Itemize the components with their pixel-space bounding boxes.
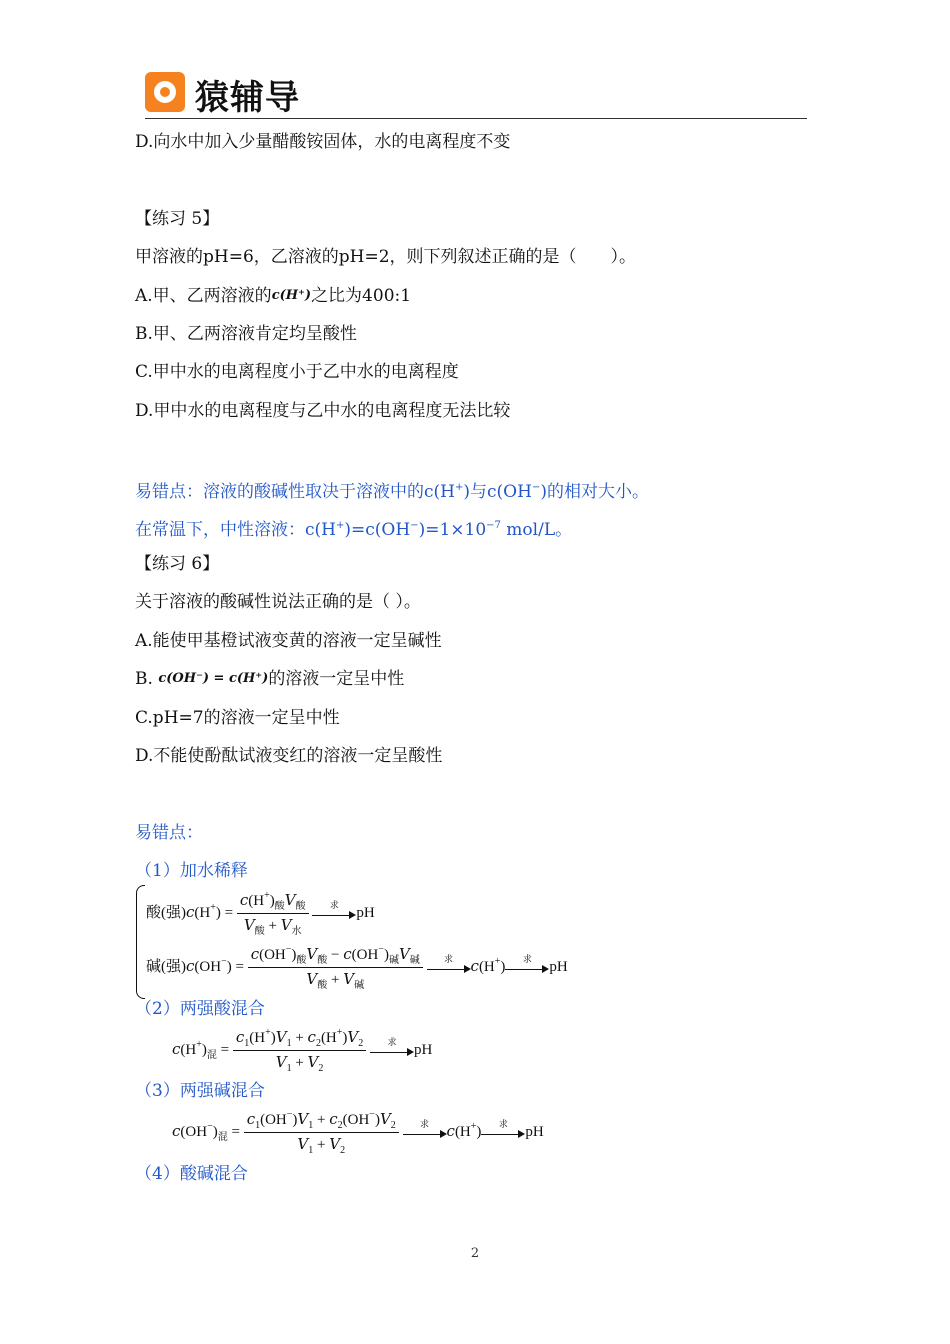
ph-label: pH [356,904,375,921]
note-text: )=c(OH [344,520,411,540]
arrow-icon: 求 [481,1126,525,1140]
plus-sup: + [335,520,345,531]
practice-5-option-a [135,284,411,308]
practice-5-option-d: D.甲中水的电离程度与乙中水的电离程度无法比较 [135,401,511,421]
plus-sup: + [454,482,464,493]
option-text: A.甲、乙两溶液的 [135,286,272,306]
formula-acid-dilution: 酸(强)c(H+) = $\frac{c(H^+)_酸V_酸}{V_酸 + V_水}$ 求 pH [146,890,375,937]
section-strong-acids: （2）两强酸混合 [135,999,265,1019]
practice-6-option-a: A.能使甲基橙试液变黄的溶液一定呈碱性 [135,631,442,651]
note-text: )的相对大小。 [540,482,649,502]
error-note-3: 易错点： [135,823,203,843]
ph-label: pH [549,958,568,975]
yuanfudao-logo-icon [145,72,185,112]
logo-text: 猿辅导 [195,78,300,118]
arrow-icon: 求 [403,1126,447,1140]
fraction: $\frac{c(OH^-)_酸V_酸 - c(OH^-)_碱V_碱}{V_酸 + V_碱}$ [248,944,423,991]
practice-6-title: 【练习 6】 [135,554,220,574]
practice-6-question: 关于溶液的酸碱性说法正确的是（ ）。 [135,592,421,612]
exponent: −7 [486,520,501,531]
arrow-icon: 求 [505,961,549,975]
section-acid-base: （4）酸碱混合 [135,1164,248,1184]
formula-base-mix: $c(OH^-)_混$ = $\frac{c_1(OH^-)V_1 + c_2(OH^-)V_2}{V_1 + V_2}$ 求 c(H+) 求 pH [172,1109,544,1156]
math-expression: c(OH⁻) = c(H⁺) [158,671,269,686]
formula-acid-mix: $c(H^+)_混$ = $\frac{c_1(H^+)V_1 + c_2(H^+)V_2}{V_1 + V_2}$ 求 pH [172,1027,433,1074]
arrow-icon: 求 [427,961,471,975]
ph-label: pH [414,1041,433,1058]
minus-sup: − [531,482,541,493]
arrow-icon: 求 [312,907,356,921]
page-header [145,68,807,119]
formula-base-dilution: 碱(强)c(OH−) = $\frac{c(OH^-)_酸V_酸 - c(OH^-)_碱V_碱}{V_酸 + V_碱}$ 求 c(H+) 求 pH [146,944,568,991]
left-brace [136,885,145,999]
note-text: )=1×10 [418,520,487,540]
formula-label: 酸(强) [146,904,186,921]
section-strong-bases: （3）两强碱混合 [135,1081,265,1101]
practice-5-title: 【练习 5】 [135,209,220,229]
practice-6-option-c: C.pH=7的溶液一定呈中性 [135,708,340,728]
practice-6-option-b [135,667,404,691]
ph-label: pH [525,1123,544,1140]
practice-6-option-d: D.不能使酚酞试液变红的溶液一定呈酸性 [135,746,443,766]
section-dilution: （1）加水稀释 [135,861,248,881]
note-text: )与c(OH [463,482,532,502]
practice-5-option-b: B.甲、乙两溶液肯定均呈酸性 [135,324,357,344]
fraction: $\frac{c_1(H^+)V_1 + c_2(H^+)V_2}{V_1 + V_2}$ [233,1027,366,1074]
fraction: $\frac{c_1(OH^-)V_1 + c_2(OH^-)V_2}{V_1 + V_2}$ [244,1109,399,1156]
option-text: B. [135,669,159,689]
arrow-icon: 求 [370,1044,414,1058]
minus-sup: − [410,520,419,531]
math-expression: c(H⁺) [271,288,312,303]
practice-5-question: 甲溶液的pH=6，乙溶液的pH=2，则下列叙述正确的是（ ）。 [135,247,637,267]
error-note-2 [135,514,572,542]
error-note-1 [135,476,649,504]
practice-5-option-c: C.甲中水的电离程度小于乙中水的电离程度 [135,362,459,382]
page-number: 2 [470,1246,480,1261]
note-text: mol/L。 [500,520,573,540]
option-text: 的溶液一定呈中性 [268,669,405,689]
option-text: 之比为400:1 [311,286,412,306]
formula-label: 碱(强) [146,958,186,975]
option-d-prev: D.向水中加入少量醋酸铵固体，水的电离程度不变 [135,132,511,152]
note-text: 易错点：溶液的酸碱性取决于溶液中的c(H [135,482,455,502]
fraction: $\frac{c(H^+)_酸V_酸}{V_酸 + V_水}$ [237,890,309,937]
note-text: 在常温下，中性溶液：c(H [135,520,336,540]
